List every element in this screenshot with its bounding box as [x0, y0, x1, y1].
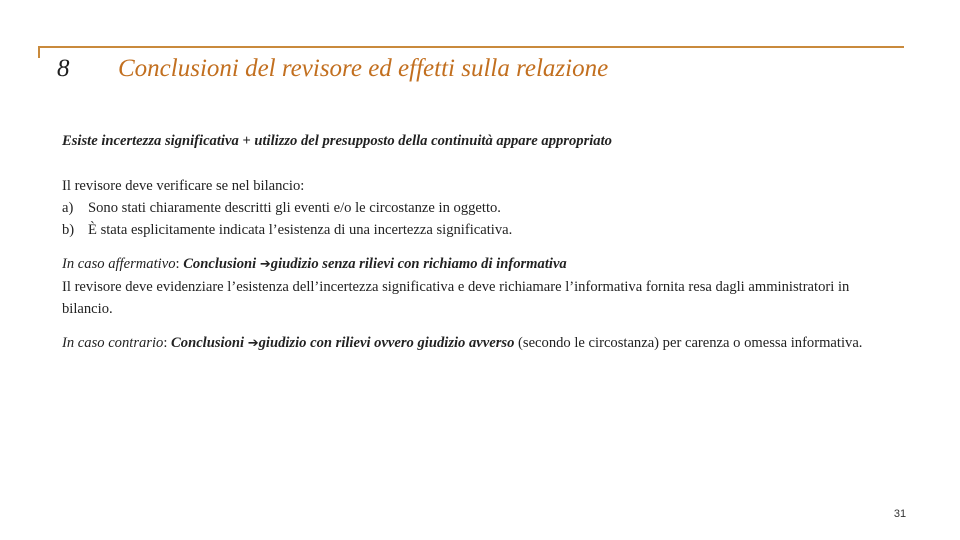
- list-item-text: È stata esplicitamente indicata l’esistenza di una incertezza significativa.: [88, 222, 513, 238]
- contrary-tail: (secondo le circostanza) per carenza o omessa informativa.: [514, 335, 863, 351]
- contrary-paragraph: [62, 332, 892, 355]
- slide-body: [62, 130, 892, 355]
- list-marker: b): [62, 222, 75, 238]
- slide-title: Conclusioni del revisore ed effetti sulla relazione: [118, 55, 609, 82]
- affirmative-detail: Il revisore deve evidenziare l’esistenza dell’incertezza significativa e deve richiamare l’informativa fornita resa dagli amministratori in bilancio.: [62, 279, 850, 317]
- affirmative-result: giudizio senza rilievi con richiamo di informativa: [270, 256, 567, 272]
- contrary-label: In caso contrario: [62, 335, 164, 351]
- title-rule: [38, 46, 904, 48]
- arrow-icon: ➔: [247, 336, 259, 351]
- title-rule-corner: [38, 46, 40, 58]
- page-number: 31: [893, 508, 907, 520]
- contrary-lead: Conclusioni: [171, 335, 245, 351]
- arrow-icon: ➔: [259, 257, 271, 272]
- list-item-text: Sono stati chiaramente descritti gli eventi e/o le circostanze in oggetto.: [88, 200, 501, 216]
- affirmative-paragraph: [62, 253, 892, 320]
- affirmative-label: In caso affermativo: [62, 256, 176, 272]
- section-heading: Esiste incertezza significativa + utilizzo del presupposto della continuità appare appropriato: [62, 133, 612, 149]
- list-marker: a): [62, 200, 74, 216]
- affirmative-colon: :: [175, 256, 184, 272]
- contrary-result: giudizio con rilievi ovvero giudizio avverso: [258, 335, 515, 351]
- slide-number: 8: [57, 55, 70, 82]
- list-item: [62, 219, 892, 241]
- check-list: [62, 197, 892, 241]
- affirmative-lead: Conclusioni: [183, 256, 257, 272]
- contrary-colon: :: [163, 335, 172, 351]
- list-item: [62, 197, 892, 219]
- intro-text: Il revisore deve verificare se nel bilancio:: [62, 178, 305, 194]
